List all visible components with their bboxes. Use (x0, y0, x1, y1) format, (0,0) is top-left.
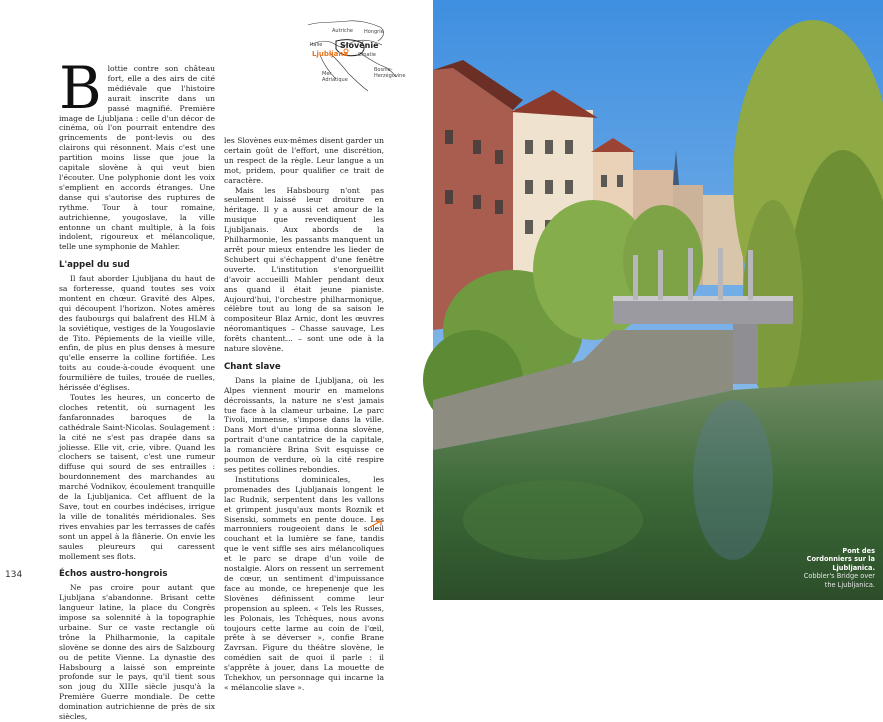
caption-english: Cobbler's Bridge over the Ljubljanica. (803, 572, 875, 589)
continue-arrow-icon (369, 519, 383, 529)
map-label-hungary: Hongrie (364, 29, 384, 35)
photo-cobblers-bridge (433, 0, 883, 600)
map-label-sea: Mer Adriatique (322, 71, 348, 83)
page-number: 134 (5, 570, 23, 580)
map-label-capital: Ljubljana (312, 50, 349, 58)
column-1 (59, 54, 215, 722)
paragraph: les Slovènes eux-mêmes disent garder un certain goût de l'effort, une discrétion, un respect de la règle. Leur langue a un mot, pridem, pour qualifier ce trait de caractère. (224, 136, 384, 185)
photo-caption (795, 547, 875, 589)
map-label-croatia: Croatie (358, 52, 376, 58)
locator-map (300, 15, 406, 95)
map-label-italy: Italie (310, 42, 323, 48)
photo-illustration (433, 0, 883, 600)
section-heading-chant-slave: Chant slave (224, 361, 281, 372)
paragraph: Dans la plaine de Ljubljana, où les Alpes viennent mourir en mamelons décroissants, la nature ne s'est jamais tue face à la clameur urbaine. Le parc Tivoli, immense, s'impose dans la ville. Dans Mort d'une prima donna slovène, portrait d'une cantatrice de la capitale, la romancière Brina Svit esquisse ce poumon de verdure, où la cité respire ses petites collines rebondies. (224, 375, 384, 474)
paragraph: Institutions dominicales, les promenades des Ljubljanais longent le lac Rudnik, serpentent dans les vallons et grimpent jusqu'aux monts Roznik et Sisenski, sommets en pente douce. Les marronniers rougeoient dans le soleil couchant et la lumière se fane, tandis que le vent siffle ses airs mélancoliques et le parc se drape d'un voile de nostalgie. Alors on ressent un serrement de cœur, un sentiment d'impuissance face au monde, ce hrepenenje que les Slovènes définissent comme leur propension au spleen. « Tels les Russes, les Polonais, les Tchèques, nous avons toujours cette larme au coin de l'œil, prête à se déverser », confie Brane Zavrsan. Figure du théâtre slovène, le comédien sait de quoi il parle : il s'apprête à jouer, dans La mouette de Tchekhov, un personnage qui incarne la « mélancolie slave ». (224, 474, 384, 692)
caption-french: Pont des Cordonniers sur la Ljubljanica. (806, 547, 875, 572)
map-label-slovenia: Slovénie (340, 41, 379, 50)
intro-paragraph: lottie contre son château fort, elle a des airs de cité médiévale que l'histoire aurait inscrite dans un passé magnifié. Première image de Ljubljana : celle d'un décor de cinéma, où l'on pourrait entendre des grincements de pont-levis ou des clairons qui résonnent. Mais c'est une partition moins lisse que joue la capitale slovène à qui veut bien l'écouter. Une polyphonie dont les voix s'emplient en accords étranges. Une danse qui s'autorise des ruptures de rythme. Tour à tour romaine, autrichienne, yougoslave, la ville entonne un chant multiple, à la fois indolent, rigoureux et mélancolique, telle une symphonie de Mahler. (59, 64, 215, 252)
column-2 (224, 136, 384, 693)
section-heading-echos: Échos austro-hongrois (59, 569, 168, 580)
paragraph: Toutes les heures, un concerto de cloches retentit, où surnagent les fanfaronnades baroques de la cathédrale Saint-Nicolas. Soulagement : la cité ne s'est pas drapée dans sa joliesse. Elle vit, crie, vibre. Quand les clochers se taisent, c'est une rumeur diffuse qui sourd de ses entrailles : bourdonnement des marchandes au marché Vodnikov, écoulement tranquille de la Ljubljanica. Cet affluent de la Save, tout en courbes indécises, irrigue la ville de tonalités méridionales. Ses rives envahies par les terrasses de cafés sont un appel à la flânerie. On envie les saules pleureurs qui caressent mollement ses flots. (59, 393, 215, 561)
paragraph: Mais les Habsbourg n'ont pas seulement laissé leur droiture en héritage. Il y a aussi cet amour de la musique que revendiquent les Ljubljanais. Aux abords de la Philharmonie, les passants manquent un arrêt pour mieux entendre les lieder de Schubert qui s'échappent d'une fenêtre ouverte. L'institution s'enorgueillit d'avoir accueilli Mahler pendant deux ans quand il était jeune pianiste. Aujourd'hui, l'orchestre philharmonique, célèbre tout au long de sa saison le compositeur Blaz Arnic, dont les œuvres néoromantiques – Chasse sauvage, Les forêts chantent... – sont une ode à la nature slovène. (224, 185, 384, 354)
map-label-austria: Autriche (332, 28, 353, 34)
section-heading-appel-du-sud: L'appel du sud (59, 260, 130, 271)
paragraph: Il faut aborder Ljubljana du haut de sa forteresse, quand toutes ses voix montent en chœur. Gravité des Alpes, qui découpent l'horizon. Notes amères des faubourgs qui balafrent des HLM à la soviétique, vestiges de la Yougoslavie de Tito. Pépiements de la vieille ville, enfin, de plus en plus denses à mesure qu'elle enserre la colline fortifiée. Les toits au coude-à-coude évoquent une fourmilière de tuiles, trouée de ruelles, hérissée d'églises. (59, 274, 215, 393)
text-page (0, 0, 433, 722)
paragraph: Ne pas croire pour autant que Ljubljana s'abandonne. Brisant cette langueur latine, la place du Congrès impose sa solennité à la topographie urbaine. Sur ce vaste rectangle où trône la Philharmonie, la capitale slovène se donne des airs de Salzbourg ou de petite Vienne. La dynastie des Habsbourg a laissé son empreinte profonde sur le pays, qu'il tient sous son joug du XIIIe siècle jusqu'à la Première Guerre mondiale. De cette domination autrichienne de près de six siècles, (59, 583, 215, 722)
map-label-bosnia: Bosnie-Herzégovine (374, 67, 406, 79)
drop-cap: B (59, 54, 102, 122)
